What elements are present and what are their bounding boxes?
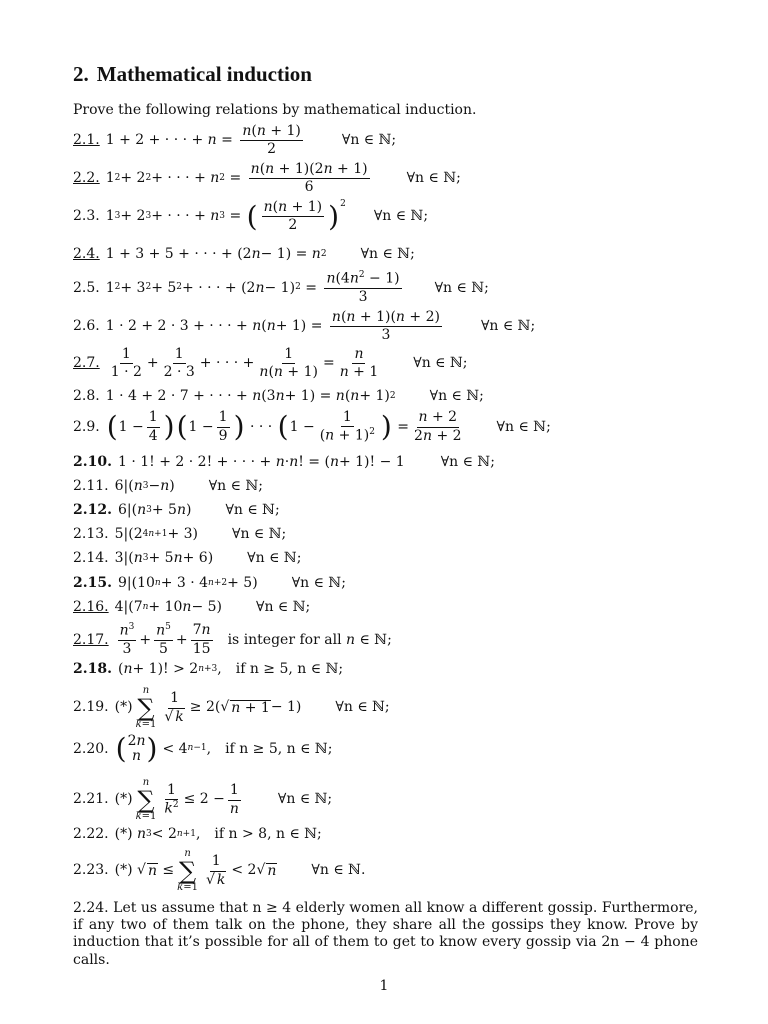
- problem-label: 2.10.: [73, 454, 112, 470]
- problem-2-15: [73, 576, 346, 591]
- quantifier: ∀n ∈ ℕ;: [360, 246, 415, 262]
- problem-label: 2.16.: [73, 599, 109, 615]
- formula: 1 · 2 + 2 · 3 + · · · + n ( n + 1) = $\frac{n(n + 1)(n + 2)}{3}$: [105, 309, 440, 344]
- problem-label: 2.11.: [73, 478, 109, 494]
- problem-2-10: [73, 455, 495, 470]
- problem-label: 2.14.: [73, 550, 109, 566]
- formula: 1 · 1! + 2 · 2! + · · · + n · n ! = ( n + 1)! − 1: [117, 454, 405, 470]
- problem-label: 2.1.: [73, 132, 100, 149]
- formula: 1 2 + 2 2 + · · · + n 2 = $\frac{n(n + 1)(2n + 1)}{6}$: [105, 161, 368, 196]
- condition: if n ≥ 5, n ∈ ℕ;: [225, 740, 333, 757]
- problem-label: 2.24.: [73, 900, 109, 916]
- star-mark: (*): [114, 699, 133, 716]
- problem-label: 2.7.: [73, 355, 100, 372]
- problem-label: 2.21.: [73, 791, 109, 808]
- quantifier: ∀n ∈ ℕ;: [496, 418, 551, 435]
- problem-2-21: [73, 778, 332, 822]
- formula: $\frac{1}{1 \cdot 2}$ + $\frac{1}{2 \cdot 3}$ + · · · + $\frac{1}{n(n + 1)}$ = $\frac{n}{n + 1}$: [110, 346, 379, 381]
- problem-text: Let us assume that n ≥ 4 elderly women all know a different gossip. Furthermore, if any two of them talk on the phone, they share all the gossips they know. Prove by induction that it’s possible for all of them to get to know every gossip via 2n − 4 phone calls.: [73, 900, 699, 968]
- problem-2-20: [73, 734, 332, 765]
- quantifier: ∀n ∈ ℕ;: [413, 355, 468, 372]
- quantifier-end: ∀n ∈ ℕ.: [311, 862, 366, 879]
- problem-2-2: [73, 162, 461, 196]
- formula: 1 3 + 2 3 + · · · + n 3 = ( $\frac{n(n + 1)}{2}$ ) $^2$: [105, 199, 346, 234]
- problem-2-22: [73, 827, 322, 842]
- formula: n ∑ k=1 $\frac{1}{√ k}$ ≥ 2(√ n + 1 − 1): [135, 685, 302, 730]
- problem-2-17: [73, 623, 392, 657]
- problem-label: 2.12.: [73, 502, 112, 518]
- star-mark: (*): [114, 791, 133, 808]
- formula: ( 2n n ) < 4 n−1 ,: [115, 732, 212, 766]
- problem-label: 2.9.: [73, 418, 100, 435]
- condition: if n ≥ 5, n ∈ ℕ;: [235, 661, 344, 677]
- formula: 9|(10 n + 3 · 4 n+2 + 5): [117, 575, 258, 591]
- quantifier: ∀n ∈ ℕ;: [373, 208, 429, 225]
- quantifier: ∀n ∈ ℕ;: [440, 454, 495, 470]
- quantifier: ∀n ∈ ℕ;: [434, 279, 489, 296]
- quantifier: ∀n ∈ ℕ;: [341, 132, 397, 149]
- formula: 4|(7 n + 10 n − 5): [114, 599, 223, 615]
- formula: 5|(2 4n+1 + 3): [114, 526, 198, 542]
- quantifier: ∀n ∈ ℕ;: [335, 699, 390, 716]
- problem-label: 2.8.: [73, 388, 100, 404]
- quantifier: ∀n ∈ ℕ;: [256, 599, 311, 615]
- formula: 1 2 + 3 2 + 5 2 + · · · + (2 n − 1) 2 = $\frac{n(4n^2 - 1)}{3}$: [105, 270, 400, 306]
- formula: 1 · 4 + 2 · 7 + · · · + n (3 n + 1) = n ( n + 1) 2: [105, 388, 396, 404]
- problem-2-18: [73, 662, 343, 677]
- quantifier: ∀n ∈ ℕ;: [480, 318, 536, 335]
- problem-2-6: [73, 310, 535, 344]
- problem-label: 2.5.: [73, 279, 100, 296]
- formula: 3|( n 3 + 5 n + 6): [114, 550, 214, 566]
- formula: √ n ≤ n ∑ k=1 $\frac{1}{√ k}$ < 2√ n: [132, 848, 277, 893]
- problem-label: 2.19.: [73, 699, 109, 716]
- problem-2-12: [73, 503, 280, 518]
- problem-2-24: [73, 900, 698, 969]
- problem-label: 2.13.: [73, 526, 109, 542]
- page-number: 1: [379, 978, 389, 994]
- quantifier: ∀n ∈ ℕ;: [277, 791, 333, 808]
- quantifier: ∀n ∈ ℕ;: [232, 526, 287, 542]
- problem-2-5: [73, 271, 489, 305]
- formula: 1 + 3 + 5 + · · · + (2 n − 1) = n 2: [105, 246, 327, 262]
- condition: n ∈ ℕ;: [346, 631, 392, 648]
- formula: ( n + 1)! > 2 n+3 ,: [117, 661, 222, 677]
- formula: ( 1 − $\frac{1}{4}$ ) ( 1 − $\frac{1}{9}$ ) · · · ( 1 − $\frac{1}{(n + 1)^2}$ ) = $\frac{n + 2}{2n + 2}$: [106, 409, 462, 445]
- quantifier: ∀n ∈ ℕ;: [208, 478, 263, 494]
- quantifier: ∀n ∈ ℕ;: [406, 170, 461, 187]
- star-mark: (*): [114, 826, 133, 842]
- problem-2-4: [73, 247, 415, 262]
- intro-text: Prove the following relations by mathematical induction.: [73, 102, 477, 118]
- formula: 6|( n 3 − n ): [114, 478, 175, 494]
- formula: n 3 < 2 n+1 ,: [137, 826, 201, 842]
- problem-2-14: [73, 551, 301, 566]
- problem-2-7: [73, 347, 468, 381]
- problem-2-11: [73, 479, 263, 494]
- formula: $\frac{n^3}{3}$ + $\frac{n^5}{5}$ + $\frac{7n}{15}$: [119, 622, 211, 658]
- section-heading: [73, 62, 312, 87]
- problem-label: 2.6.: [73, 318, 100, 335]
- problem-2-3: [73, 200, 428, 234]
- problem-2-13: [73, 527, 286, 542]
- problem-2-8: [73, 389, 484, 404]
- formula: 6|( n 3 + 5 n ): [117, 502, 192, 518]
- star-mark: (*): [114, 862, 133, 879]
- formula: n ∑ k=1 $\frac{1}{k^2}$ ≤ 2 − $\frac{1}{n}$: [135, 777, 239, 822]
- section-title: Mathematical induction: [96, 62, 312, 86]
- problem-label: 2.23.: [73, 862, 109, 879]
- problem-label: 2.18.: [73, 661, 112, 677]
- problem-label: 2.17.: [73, 631, 109, 648]
- quantifier: ∀n ∈ ℕ;: [225, 502, 280, 518]
- problem-label: 2.20.: [73, 740, 109, 757]
- problem-2-9: [73, 410, 551, 444]
- problem-label: 2.4.: [73, 246, 100, 262]
- problem-2-16: [73, 600, 310, 615]
- problem-2-19: [73, 686, 390, 730]
- integer-text: is integer for all: [227, 631, 342, 648]
- problem-2-23: [73, 849, 365, 893]
- problem-2-1: [73, 124, 396, 158]
- quantifier: ∀n ∈ ℕ;: [291, 575, 346, 591]
- condition: if n > 8, n ∈ ℕ;: [214, 826, 322, 842]
- section-number: 2.: [73, 62, 89, 86]
- quantifier: ∀n ∈ ℕ;: [247, 550, 302, 566]
- problem-label: 2.15.: [73, 575, 112, 591]
- problem-label: 2.2.: [73, 170, 100, 187]
- quantifier: ∀n ∈ ℕ;: [429, 388, 484, 404]
- problem-label: 2.3.: [73, 208, 100, 225]
- formula: 1 + 2 + · · · + n = $\frac{n(n + 1)}{2}$: [105, 123, 301, 158]
- problem-label: 2.22.: [73, 826, 109, 842]
